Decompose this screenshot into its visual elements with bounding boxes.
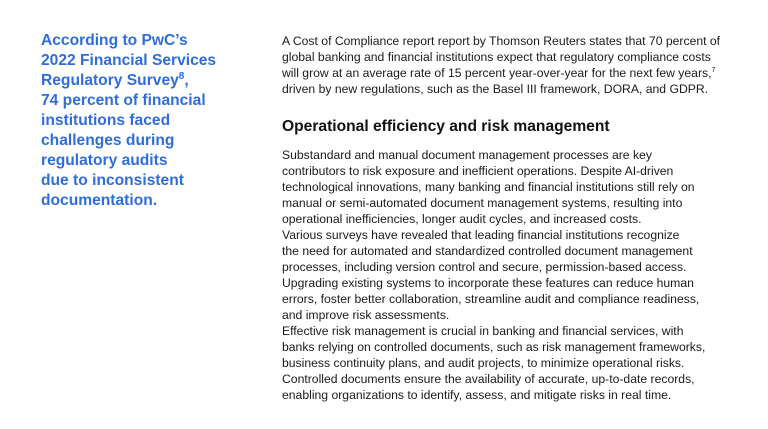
pull-quote xyxy=(41,31,241,211)
text-line: enabling organizations to identify, assess, and mitigate risks in real time. xyxy=(282,388,672,402)
text-line: global banking and financial institutions expect that regulatory compliance costs xyxy=(282,50,711,64)
pull-quote-line: documentation. xyxy=(41,192,158,209)
text-line: Effective risk management is crucial in banking and financial services, with xyxy=(282,324,684,338)
pull-quote-line: According to PwC’s xyxy=(41,32,188,49)
text-line: technological innovations, many banking and financial institutions still rely on xyxy=(282,180,695,194)
section-heading: Operational efficiency and risk management xyxy=(282,118,610,135)
text-line-content: will grow at an average rate of 15 percent year-over-year for the next few years, xyxy=(282,66,712,80)
text-line xyxy=(282,65,752,81)
text-line: the need for automated and standardized controlled document management xyxy=(282,244,693,258)
text-line: Substandard and manual document management processes are key xyxy=(282,148,652,162)
text-line: driven by new regulations, such as the Basel III framework, DORA, and GDPR. xyxy=(282,82,709,96)
pull-quote-line: 2022 Financial Services xyxy=(41,52,217,69)
article-body xyxy=(282,33,752,403)
text-line: manual or semi-automated document management systems, resulting into xyxy=(282,196,683,210)
text-line: Various surveys have revealed that leading financial institutions recognize xyxy=(282,228,680,242)
body-paragraph xyxy=(282,227,752,323)
text-line: business continuity plans, and audit projects, to minimize operational risks. xyxy=(282,356,685,370)
pull-quote-line xyxy=(41,71,241,91)
footnote-ref-7[interactable]: 7 xyxy=(711,67,716,74)
text-line: banks relying on controlled documents, such as risk management frameworks, xyxy=(282,340,706,354)
text-line: Controlled documents ensure the availability of accurate, up-to-date records, xyxy=(282,372,695,386)
text-line: A Cost of Compliance report report by Thomson Reuters states that 70 percent of xyxy=(282,34,721,48)
text-line: processes, including version control and secure, permission-based access. xyxy=(282,260,687,274)
pull-quote-line: due to inconsistent xyxy=(41,172,184,189)
text-line: Upgrading existing systems to incorporate these features can reduce human xyxy=(282,276,694,290)
footnote-ref-8[interactable]: 8 xyxy=(178,71,185,82)
pull-quote-comma: , xyxy=(184,72,189,89)
body-paragraph xyxy=(282,147,752,227)
pull-quote-survey-name: Regulatory Survey xyxy=(41,72,179,89)
pull-quote-line: challenges during xyxy=(41,132,175,149)
body-paragraph xyxy=(282,323,752,403)
pull-quote-line: institutions faced xyxy=(41,112,171,129)
text-line: contributors to risk exposure and inefficient operations. Despite AI-driven xyxy=(282,164,674,178)
intro-paragraph xyxy=(282,33,752,97)
pull-quote-line: regulatory audits xyxy=(41,152,168,169)
text-line: and improve risk assessments. xyxy=(282,308,450,322)
text-line: errors, foster better collaboration, streamline audit and compliance readiness, xyxy=(282,292,700,306)
pull-quote-line: 74 percent of financial xyxy=(41,92,206,109)
text-line: operational inefficiencies, longer audit cycles, and increased costs. xyxy=(282,212,642,226)
